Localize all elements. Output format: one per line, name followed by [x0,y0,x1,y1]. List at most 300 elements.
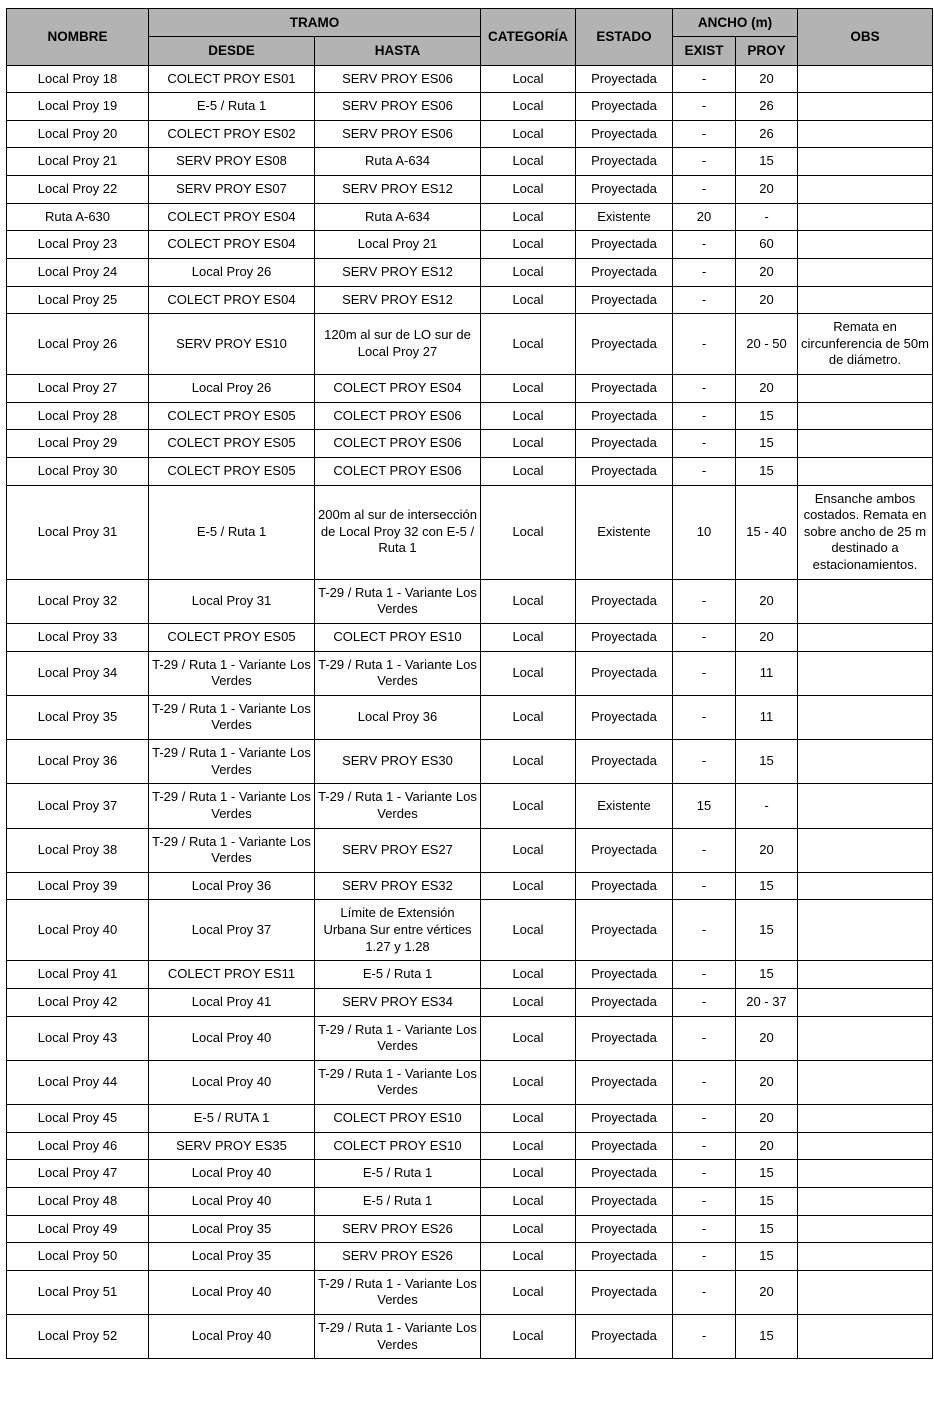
header-exist: EXIST [673,37,736,65]
proy-cell: 15 [736,900,798,961]
categoria-cell: Local [481,988,576,1016]
proy-cell: 20 [736,623,798,651]
table-row [7,286,933,314]
hasta-cell: COLECT PROY ES06 [315,457,481,485]
estado-cell: Proyectada [576,120,673,148]
desde-cell: Local Proy 35 [149,1243,315,1271]
proy-cell: 15 [736,148,798,176]
exist-cell: - [673,286,736,314]
nombre-cell: Local Proy 42 [7,988,149,1016]
desde-cell: T-29 / Ruta 1 - Variante Los Verdes [149,740,315,784]
categoria-cell: Local [481,1215,576,1243]
obs-cell [798,900,933,961]
hasta-cell: E-5 / Ruta 1 [315,961,481,989]
categoria-cell: Local [481,203,576,231]
desde-cell: E-5 / RUTA 1 [149,1105,315,1133]
table-row [7,900,933,961]
categoria-cell: Local [481,1016,576,1060]
estado-cell: Proyectada [576,314,673,375]
categoria-cell: Local [481,623,576,651]
obs-cell [798,65,933,93]
estado-cell: Proyectada [576,1315,673,1359]
estado-cell: Proyectada [576,828,673,872]
nombre-cell: Local Proy 44 [7,1060,149,1104]
exist-cell: - [673,1105,736,1133]
categoria-cell: Local [481,93,576,121]
obs-cell [798,988,933,1016]
hasta-cell: Ruta A-634 [315,148,481,176]
exist-cell: - [673,1160,736,1188]
hasta-cell: COLECT PROY ES06 [315,430,481,458]
exist-cell: - [673,1132,736,1160]
nombre-cell: Local Proy 29 [7,430,149,458]
obs-cell [798,1315,933,1359]
exist-cell: - [673,740,736,784]
proy-cell: 20 [736,1132,798,1160]
obs-cell [798,740,933,784]
hasta-cell: Local Proy 36 [315,695,481,739]
proy-cell: 60 [736,231,798,259]
exist-cell: - [673,93,736,121]
proy-cell: 26 [736,93,798,121]
exist-cell: - [673,695,736,739]
hasta-cell: 120m al sur de LO sur de Local Proy 27 [315,314,481,375]
proy-cell: 20 [736,1105,798,1133]
table-row [7,485,933,579]
estado-cell: Proyectada [576,93,673,121]
header-proy: PROY [736,37,798,65]
obs-cell: Ensanche ambos costados. Remata en sobre ancho de 25 m destinado a estacionamientos. [798,485,933,579]
header-desde: DESDE [149,37,315,65]
categoria-cell: Local [481,1060,576,1104]
estado-cell: Proyectada [576,651,673,695]
nombre-cell: Local Proy 47 [7,1160,149,1188]
exist-cell: - [673,375,736,403]
table-row [7,120,933,148]
desde-cell: COLECT PROY ES01 [149,65,315,93]
exist-cell: - [673,148,736,176]
table-row [7,988,933,1016]
nombre-cell: Local Proy 28 [7,402,149,430]
proy-cell: 20 [736,579,798,623]
estado-cell: Proyectada [576,1243,673,1271]
estado-cell: Proyectada [576,961,673,989]
exist-cell: - [673,828,736,872]
obs-cell [798,1105,933,1133]
categoria-cell: Local [481,828,576,872]
table-row [7,623,933,651]
table-row [7,961,933,989]
categoria-cell: Local [481,314,576,375]
obs-cell [798,872,933,900]
categoria-cell: Local [481,900,576,961]
table-row [7,375,933,403]
hasta-cell: COLECT PROY ES10 [315,1105,481,1133]
nombre-cell: Local Proy 20 [7,120,149,148]
desde-cell: SERV PROY ES10 [149,314,315,375]
obs-cell [798,93,933,121]
desde-cell: Local Proy 31 [149,579,315,623]
proy-cell: 20 [736,65,798,93]
desde-cell: Local Proy 26 [149,375,315,403]
categoria-cell: Local [481,485,576,579]
nombre-cell: Local Proy 48 [7,1187,149,1215]
desde-cell: COLECT PROY ES05 [149,402,315,430]
nombre-cell: Local Proy 31 [7,485,149,579]
desde-cell: Local Proy 41 [149,988,315,1016]
table-row [7,1016,933,1060]
hasta-cell: Local Proy 21 [315,231,481,259]
desde-cell: COLECT PROY ES04 [149,286,315,314]
obs-cell [798,457,933,485]
estado-cell: Proyectada [576,579,673,623]
desde-cell: COLECT PROY ES05 [149,623,315,651]
estado-cell: Proyectada [576,900,673,961]
hasta-cell: T-29 / Ruta 1 - Variante Los Verdes [315,1060,481,1104]
desde-cell: Local Proy 37 [149,900,315,961]
exist-cell: - [673,651,736,695]
obs-cell [798,784,933,828]
categoria-cell: Local [481,148,576,176]
table-row [7,579,933,623]
estado-cell: Proyectada [576,402,673,430]
nombre-cell: Local Proy 46 [7,1132,149,1160]
obs-cell [798,1243,933,1271]
desde-cell: Local Proy 40 [149,1315,315,1359]
estado-cell: Proyectada [576,1105,673,1133]
hasta-cell: T-29 / Ruta 1 - Variante Los Verdes [315,651,481,695]
obs-cell [798,1060,933,1104]
estado-cell: Proyectada [576,1270,673,1314]
obs-cell [798,695,933,739]
proy-cell: 20 [736,176,798,204]
table-row [7,430,933,458]
table-row [7,828,933,872]
obs-cell: Remata en circunferencia de 50m de diámetro. [798,314,933,375]
exist-cell: 10 [673,485,736,579]
nombre-cell: Local Proy 32 [7,579,149,623]
exist-cell: - [673,258,736,286]
nombre-cell: Local Proy 23 [7,231,149,259]
categoria-cell: Local [481,1243,576,1271]
desde-cell: COLECT PROY ES02 [149,120,315,148]
table-row [7,872,933,900]
hasta-cell: SERV PROY ES34 [315,988,481,1016]
nombre-cell: Local Proy 26 [7,314,149,375]
estado-cell: Proyectada [576,1132,673,1160]
desde-cell: Local Proy 40 [149,1016,315,1060]
hasta-cell: SERV PROY ES32 [315,872,481,900]
categoria-cell: Local [481,1105,576,1133]
obs-cell [798,120,933,148]
desde-cell: Local Proy 26 [149,258,315,286]
table-row [7,1160,933,1188]
hasta-cell: SERV PROY ES06 [315,65,481,93]
categoria-cell: Local [481,457,576,485]
proy-cell: 20 [736,258,798,286]
categoria-cell: Local [481,872,576,900]
nombre-cell: Local Proy 38 [7,828,149,872]
table-header [7,9,933,66]
hasta-cell: COLECT PROY ES10 [315,1132,481,1160]
proy-cell: 20 [736,828,798,872]
desde-cell: COLECT PROY ES04 [149,231,315,259]
estado-cell: Proyectada [576,430,673,458]
header-estado: ESTADO [576,9,673,66]
categoria-cell: Local [481,1187,576,1215]
exist-cell: - [673,314,736,375]
proy-cell: 15 [736,402,798,430]
desde-cell: SERV PROY ES07 [149,176,315,204]
nombre-cell: Local Proy 21 [7,148,149,176]
nombre-cell: Local Proy 27 [7,375,149,403]
obs-cell [798,286,933,314]
desde-cell: T-29 / Ruta 1 - Variante Los Verdes [149,651,315,695]
nombre-cell: Local Proy 19 [7,93,149,121]
desde-cell: COLECT PROY ES05 [149,457,315,485]
proy-cell: 15 [736,872,798,900]
proy-cell: - [736,784,798,828]
proy-cell: 15 [736,430,798,458]
nombre-cell: Local Proy 52 [7,1315,149,1359]
nombre-cell: Local Proy 37 [7,784,149,828]
table-row [7,695,933,739]
desde-cell: Local Proy 35 [149,1215,315,1243]
exist-cell: - [673,457,736,485]
categoria-cell: Local [481,740,576,784]
nombre-cell: Local Proy 25 [7,286,149,314]
estado-cell: Proyectada [576,695,673,739]
table-row [7,402,933,430]
hasta-cell: COLECT PROY ES06 [315,402,481,430]
desde-cell: Local Proy 40 [149,1187,315,1215]
desde-cell: T-29 / Ruta 1 - Variante Los Verdes [149,784,315,828]
nombre-cell: Local Proy 49 [7,1215,149,1243]
estado-cell: Proyectada [576,740,673,784]
proy-cell: 20 [736,286,798,314]
desde-cell: T-29 / Ruta 1 - Variante Los Verdes [149,828,315,872]
hasta-cell: Límite de Extensión Urbana Sur entre vértices 1.27 y 1.28 [315,900,481,961]
estado-cell: Proyectada [576,65,673,93]
nombre-cell: Local Proy 43 [7,1016,149,1060]
desde-cell: COLECT PROY ES11 [149,961,315,989]
table-row [7,203,933,231]
hasta-cell: E-5 / Ruta 1 [315,1187,481,1215]
categoria-cell: Local [481,375,576,403]
categoria-cell: Local [481,402,576,430]
categoria-cell: Local [481,695,576,739]
categoria-cell: Local [481,1270,576,1314]
obs-cell [798,651,933,695]
obs-cell [798,231,933,259]
proy-cell: 11 [736,651,798,695]
hasta-cell: SERV PROY ES27 [315,828,481,872]
estado-cell: Proyectada [576,1016,673,1060]
hasta-cell: SERV PROY ES12 [315,258,481,286]
hasta-cell: SERV PROY ES12 [315,176,481,204]
estado-cell: Proyectada [576,286,673,314]
categoria-cell: Local [481,120,576,148]
obs-cell [798,623,933,651]
categoria-cell: Local [481,1315,576,1359]
proy-cell: 20 - 37 [736,988,798,1016]
table-row [7,231,933,259]
categoria-cell: Local [481,430,576,458]
exist-cell: - [673,1016,736,1060]
hasta-cell: T-29 / Ruta 1 - Variante Los Verdes [315,784,481,828]
exist-cell: 15 [673,784,736,828]
proy-cell: 20 [736,1060,798,1104]
obs-cell [798,1187,933,1215]
header-categoria: CATEGORÍA [481,9,576,66]
obs-cell [798,258,933,286]
exist-cell: - [673,1187,736,1215]
nombre-cell: Local Proy 36 [7,740,149,784]
proy-cell: 15 [736,1243,798,1271]
categoria-cell: Local [481,176,576,204]
exist-cell: - [673,1243,736,1271]
estado-cell: Proyectada [576,176,673,204]
hasta-cell: SERV PROY ES26 [315,1243,481,1271]
estado-cell: Proyectada [576,375,673,403]
categoria-cell: Local [481,231,576,259]
desde-cell: COLECT PROY ES04 [149,203,315,231]
obs-cell [798,176,933,204]
proy-cell: 15 [736,457,798,485]
proy-cell: 15 [736,1160,798,1188]
hasta-cell: COLECT PROY ES10 [315,623,481,651]
exist-cell: - [673,961,736,989]
nombre-cell: Local Proy 22 [7,176,149,204]
estado-cell: Proyectada [576,988,673,1016]
desde-cell: E-5 / Ruta 1 [149,93,315,121]
desde-cell: Local Proy 40 [149,1270,315,1314]
exist-cell: - [673,402,736,430]
table-row [7,258,933,286]
table-row [7,1060,933,1104]
desde-cell: SERV PROY ES08 [149,148,315,176]
exist-cell: - [673,231,736,259]
desde-cell: COLECT PROY ES05 [149,430,315,458]
estado-cell: Proyectada [576,231,673,259]
estado-cell: Proyectada [576,1215,673,1243]
proy-cell: 20 [736,375,798,403]
nombre-cell: Local Proy 45 [7,1105,149,1133]
obs-cell [798,148,933,176]
table-row [7,314,933,375]
obs-cell [798,961,933,989]
nombre-cell: Local Proy 33 [7,623,149,651]
proy-cell: 20 [736,1270,798,1314]
obs-cell [798,402,933,430]
nombre-cell: Local Proy 50 [7,1243,149,1271]
table-row [7,1243,933,1271]
nombre-cell: Local Proy 40 [7,900,149,961]
estado-cell: Existente [576,485,673,579]
proy-cell: 11 [736,695,798,739]
proy-cell: 20 [736,1016,798,1060]
table-row [7,1132,933,1160]
nombre-cell: Local Proy 30 [7,457,149,485]
categoria-cell: Local [481,961,576,989]
exist-cell: - [673,579,736,623]
proy-cell: 20 - 50 [736,314,798,375]
table-row [7,1270,933,1314]
exist-cell: - [673,623,736,651]
hasta-cell: SERV PROY ES30 [315,740,481,784]
exist-cell: - [673,1215,736,1243]
nombre-cell: Local Proy 39 [7,872,149,900]
estado-cell: Existente [576,784,673,828]
desde-cell: Local Proy 36 [149,872,315,900]
exist-cell: - [673,1270,736,1314]
estado-cell: Proyectada [576,872,673,900]
header-row-1 [7,9,933,37]
desde-cell: Local Proy 40 [149,1060,315,1104]
header-obs: OBS [798,9,933,66]
proy-cell: 15 [736,1187,798,1215]
hasta-cell: 200m al sur de intersección de Local Proy 32 con E-5 / Ruta 1 [315,485,481,579]
obs-cell [798,1215,933,1243]
roads-table [6,8,933,1359]
nombre-cell: Local Proy 18 [7,65,149,93]
desde-cell: SERV PROY ES35 [149,1132,315,1160]
hasta-cell: SERV PROY ES26 [315,1215,481,1243]
estado-cell: Proyectada [576,623,673,651]
exist-cell: - [673,176,736,204]
nombre-cell: Local Proy 51 [7,1270,149,1314]
categoria-cell: Local [481,286,576,314]
nombre-cell: Local Proy 35 [7,695,149,739]
obs-cell [798,375,933,403]
hasta-cell: SERV PROY ES12 [315,286,481,314]
proy-cell: 15 [736,1215,798,1243]
proy-cell: 15 [736,740,798,784]
estado-cell: Proyectada [576,1160,673,1188]
table-row [7,1187,933,1215]
obs-cell [798,1132,933,1160]
proy-cell: - [736,203,798,231]
estado-cell: Proyectada [576,457,673,485]
table-row [7,651,933,695]
exist-cell: - [673,430,736,458]
hasta-cell: E-5 / Ruta 1 [315,1160,481,1188]
estado-cell: Proyectada [576,1187,673,1215]
obs-cell [798,203,933,231]
proy-cell: 15 [736,961,798,989]
proy-cell: 26 [736,120,798,148]
hasta-cell: COLECT PROY ES04 [315,375,481,403]
header-tramo: TRAMO [149,9,481,37]
exist-cell: - [673,1315,736,1359]
table-body [7,65,933,1359]
desde-cell: Local Proy 40 [149,1160,315,1188]
categoria-cell: Local [481,579,576,623]
categoria-cell: Local [481,1160,576,1188]
table-row [7,1315,933,1359]
estado-cell: Proyectada [576,1060,673,1104]
hasta-cell: T-29 / Ruta 1 - Variante Los Verdes [315,1016,481,1060]
categoria-cell: Local [481,258,576,286]
categoria-cell: Local [481,651,576,695]
desde-cell: E-5 / Ruta 1 [149,485,315,579]
obs-cell [798,430,933,458]
estado-cell: Existente [576,203,673,231]
header-hasta: HASTA [315,37,481,65]
desde-cell: T-29 / Ruta 1 - Variante Los Verdes [149,695,315,739]
table-row [7,65,933,93]
nombre-cell: Ruta A-630 [7,203,149,231]
